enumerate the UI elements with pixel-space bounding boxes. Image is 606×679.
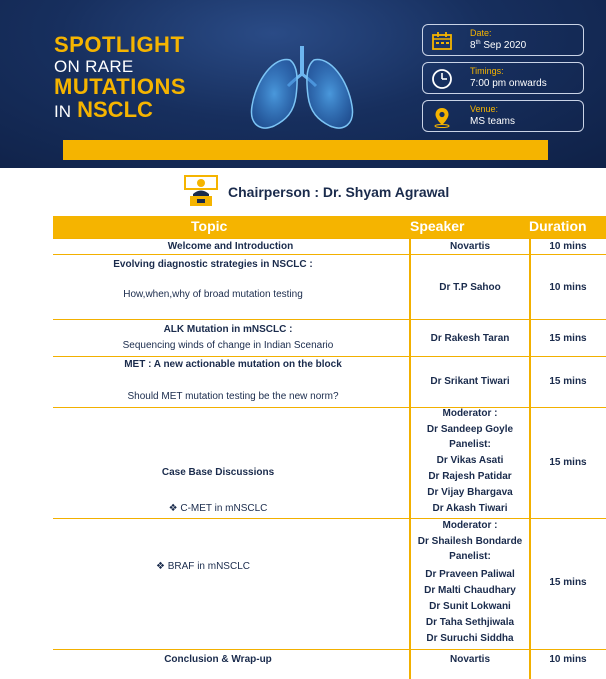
event-title bbox=[54, 34, 254, 121]
date-box bbox=[422, 24, 584, 56]
row-topic-sub-text: BRAF in mNSCLC bbox=[167, 561, 250, 572]
row-topic-sub: ❖ C-MET in mNSCLC bbox=[168, 503, 268, 514]
panelist-name: Dr Rajesh Patidar bbox=[428, 471, 512, 482]
timings-value: 7:00 pm onwards bbox=[470, 78, 547, 89]
table-row bbox=[53, 518, 606, 649]
panelist-label: Panelist: bbox=[449, 439, 491, 450]
table-row bbox=[53, 356, 606, 407]
schedule-table-header bbox=[53, 216, 606, 238]
banner-divider-bar bbox=[63, 140, 548, 160]
header-speaker: Speaker bbox=[410, 218, 465, 234]
header-duration: Duration bbox=[529, 218, 587, 234]
column-divider bbox=[409, 238, 411, 679]
moderator-label: Moderator : bbox=[442, 520, 498, 531]
row-topic-sub-text: C-MET in mNSCLC bbox=[180, 503, 268, 514]
table-row bbox=[53, 649, 606, 679]
event-banner bbox=[0, 0, 606, 168]
date-value bbox=[470, 40, 526, 51]
chairperson-text: Chairperson : Dr. Shyam Agrawal bbox=[228, 184, 450, 200]
row-speaker: Novartis bbox=[449, 241, 490, 252]
title-line-2: ON RARE bbox=[54, 57, 134, 76]
timings-box bbox=[422, 62, 584, 94]
title-line-4 bbox=[54, 99, 254, 121]
row-topic-sub: Sequencing winds of change in Indian Scenario bbox=[122, 340, 334, 351]
row-topic-sub: ❖ BRAF in mNSCLC bbox=[156, 561, 250, 572]
row-duration: 10 mins bbox=[549, 654, 587, 665]
row-duration: 15 mins bbox=[549, 376, 587, 387]
row-topic-sub: Should MET mutation testing be the new norm? bbox=[127, 391, 339, 402]
table-row bbox=[53, 319, 606, 356]
title-line-1: SPOTLIGHT bbox=[54, 32, 185, 57]
row-topic-title: MET : A new actionable mutation on the block bbox=[124, 359, 342, 370]
calendar-icon bbox=[431, 30, 453, 52]
title-line-3: MUTATIONS bbox=[54, 74, 186, 99]
panelist-name: Dr Sunit Lokwani bbox=[429, 601, 511, 612]
date-label: Date: bbox=[470, 28, 492, 38]
panelist-name: Dr Vijay Bhargava bbox=[427, 487, 513, 498]
date-day: 8 bbox=[470, 40, 476, 51]
location-pin-icon bbox=[431, 106, 453, 128]
row-topic-title: ALK Mutation in mNSCLC : bbox=[163, 324, 293, 335]
panelist-name: Dr Suruchi Siddha bbox=[426, 633, 514, 644]
row-topic: Welcome and Introduction bbox=[167, 241, 294, 252]
row-duration: 15 mins bbox=[549, 333, 587, 344]
title-in: IN bbox=[54, 102, 71, 121]
venue-label: Venue: bbox=[470, 104, 499, 114]
moderator-name: Dr Sandeep Goyle bbox=[426, 424, 514, 435]
panelist-label: Panelist: bbox=[449, 551, 491, 562]
moderator-name: Dr Shailesh Bondarde bbox=[417, 536, 523, 547]
table-row bbox=[53, 254, 606, 319]
row-duration: 10 mins bbox=[549, 241, 587, 252]
row-topic-sub: How,when,why of broad mutation testing bbox=[123, 289, 303, 300]
header-topic: Topic bbox=[191, 218, 228, 234]
title-nsclc: NSCLC bbox=[77, 97, 153, 122]
clock-icon bbox=[431, 68, 453, 90]
date-rest: Sep 2020 bbox=[480, 40, 527, 51]
panelist-name: Dr Akash Tiwari bbox=[432, 503, 508, 514]
row-speaker: Novartis bbox=[449, 654, 490, 665]
panelist-name: Dr Taha Sethjiwala bbox=[425, 617, 515, 628]
row-speaker: Dr T.P Sahoo bbox=[439, 282, 501, 293]
row-duration: 15 mins bbox=[549, 457, 587, 468]
moderator-label: Moderator : bbox=[442, 408, 498, 419]
lungs-icon bbox=[246, 40, 358, 136]
date-suffix: th bbox=[475, 40, 481, 46]
row-topic: Conclusion & Wrap-up bbox=[164, 654, 272, 665]
timings-label: Timings: bbox=[470, 66, 504, 76]
row-topic-title: Case Base Discussions bbox=[161, 467, 275, 478]
podium-speaker-icon bbox=[183, 174, 219, 208]
row-speaker: Dr Srikant Tiwari bbox=[430, 376, 510, 387]
panelist-name: Dr Malti Chaudhary bbox=[424, 585, 516, 596]
table-row bbox=[53, 238, 606, 254]
row-duration: 15 mins bbox=[549, 577, 587, 588]
column-divider bbox=[529, 238, 531, 679]
row-topic-title: Evolving diagnostic strategies in NSCLC : bbox=[113, 259, 313, 270]
table-row bbox=[53, 407, 606, 518]
row-duration: 10 mins bbox=[549, 282, 587, 293]
venue-value: MS teams bbox=[470, 116, 516, 127]
panelist-name: Dr Praveen Paliwal bbox=[425, 569, 515, 580]
panelist-name: Dr Vikas Asati bbox=[436, 455, 504, 466]
venue-box bbox=[422, 100, 584, 132]
row-speaker: Dr Rakesh Taran bbox=[430, 333, 510, 344]
